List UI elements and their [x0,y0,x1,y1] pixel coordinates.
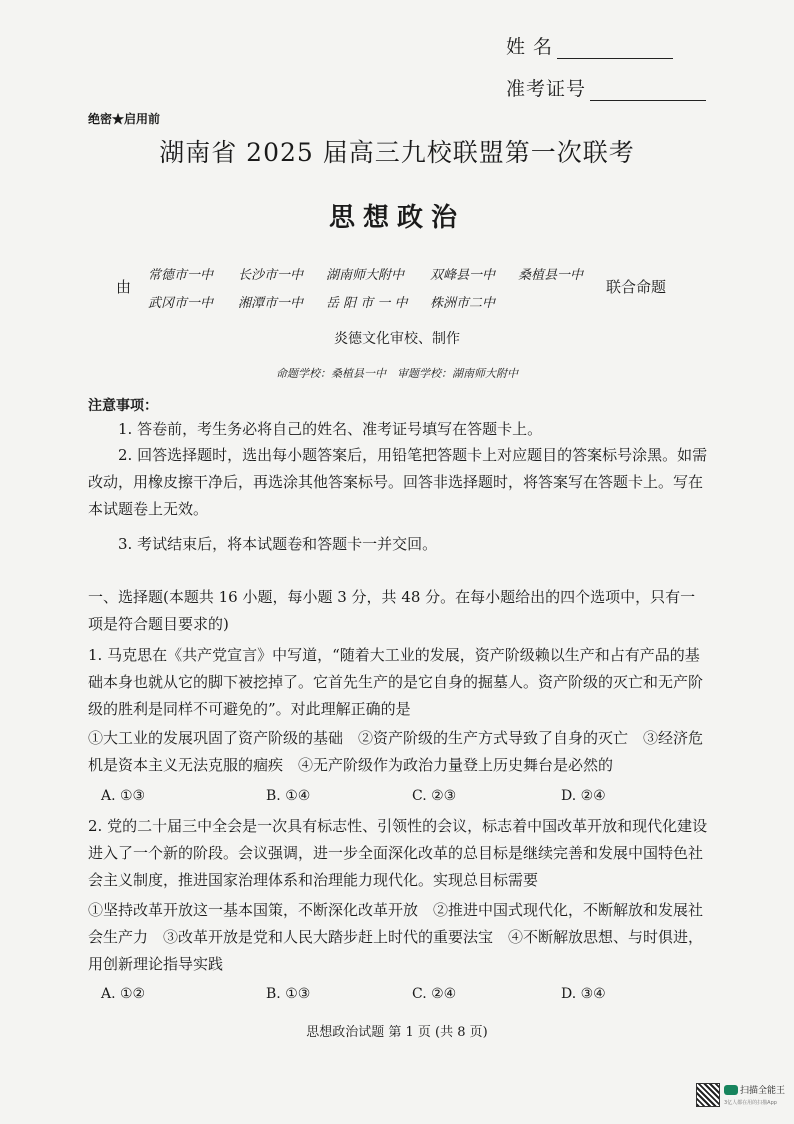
q1-option-a: A. ①③ [101,788,146,804]
q2-option-d: D. ③④ [561,986,606,1002]
exam-id-blank [590,82,706,101]
school-6: 武冈市一中 [148,296,214,311]
scanner-logo-icon [724,1085,738,1095]
notice-item-2: 2. 回答选择题时，选出每小题答案后，用铅笔把答题卡上对应题目的答案标号涂黑。如需改动，用橡皮擦干净后，再选涂其他答案标号。回答非选择题时，将答案写在答题卡上。写在本试题卷上无效。 [88,446,708,518]
secret-mark: 绝密★启用前 [88,112,161,126]
school-8: 岳 阳 市 一 中 [326,296,408,311]
question-2-items: ①坚持改革开放这一基本国策，不断深化改革开放 ②推进中国式现代化，不断解放和发展社会生产力 ③改革开放是党和人民大踏步赶上时代的重要法宝 ④不断解放思想、与时俱进，用创新理论指导实践 [88,901,704,973]
name-blank [557,40,673,59]
joint-label: 联合命题 [606,278,667,296]
exam-id-field [506,74,706,101]
scanner-watermark: 扫描全能王 [740,1086,786,1096]
subject-title: 思想政治 [328,203,465,233]
page-footer: 思想政治试题 第 1 页 (共 8 页) [306,1025,488,1040]
maker-line: 炎德文化审校、制作 [334,331,460,347]
exam-id-label: 准考证号 [506,78,587,100]
school-1: 常德市一中 [148,268,214,283]
school-3: 湖南师大附中 [326,268,405,283]
exam-title: 湖南省 2025 届高三九校联盟第一次联考 [159,138,635,167]
question-2-stem: 2. 党的二十届三中全会是一次具有标志性、引领性的会议，标志着中国改革开放和现代化建设进入了一个新的阶段。会议强调，进一步全面深化改革的总目标是继续完善和发展中国特色社会主义制度，推进国家治理体系和治理能力现代化。实现总目标需要 [88,817,708,889]
question-1-items: ①大工业的发展巩固了资产阶级的基础 ②资产阶级的生产方式导致了自身的灭亡 ③经济危机是资本主义无法克服的痼疾 ④无产阶级作为政治力量登上历史舞台是必然的 [88,729,704,774]
notice-title: 注意事项： [88,398,158,414]
q1-option-d: D. ②④ [561,788,606,804]
qr-code-icon [696,1083,720,1107]
by-label: 由 [116,278,132,296]
scanner-watermark-sub: 3亿人都在用的扫描App [724,1100,777,1106]
school-5: 桑植县一中 [518,268,584,283]
school-2: 长沙市一中 [238,268,304,283]
q2-option-a: A. ①② [101,986,146,1002]
q2-option-b: B. ①③ [266,986,311,1002]
school-9: 株洲市二中 [430,296,496,311]
q2-option-c: C. ②④ [412,986,457,1002]
propose-line: 命题学校：桑植县一中 审题学校：湖南师大附中 [276,367,518,380]
name-label: 姓 名 [506,36,554,58]
q1-option-c: C. ②③ [412,788,457,804]
notice-item-3: 3. 考试结束后，将本试题卷和答题卡一并交回。 [118,535,438,553]
school-4: 双峰县一中 [430,268,496,283]
section-heading: 一、选择题(本题共 16 小题，每小题 3 分，共 48 分。在每小题给出的四个选项中，只有一项是符合题目要求的) [88,588,696,633]
name-field [506,32,673,59]
notice-item-1: 1. 答卷前，考生务必将自己的姓名、准考证号填写在答题卡上。 [118,420,543,438]
q1-option-b: B. ①④ [266,788,311,804]
school-7: 湘潭市一中 [238,296,304,311]
question-1-stem: 1. 马克思在《共产党宣言》中写道，“随着大工业的发展，资产阶级赖以生产和占有产品的基础本身也就从它的脚下被挖掉了。它首先生产的是它自身的掘墓人。资产阶级的灭亡和无产阶级的胜利是同样不可避免的”。对此理解正确的是 [88,646,704,718]
